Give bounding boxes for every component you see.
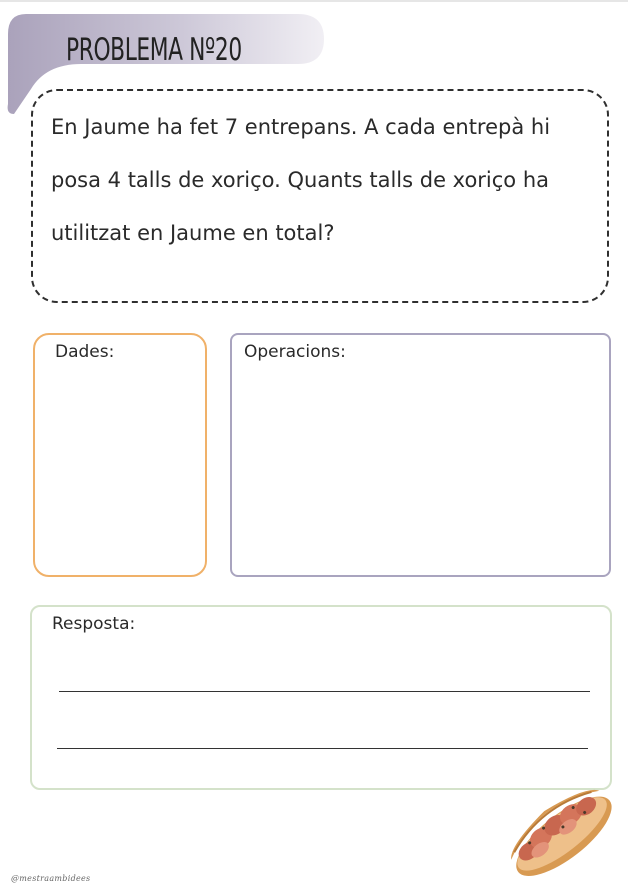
problem-line: utilitzat en Jaume en total? [51, 221, 335, 245]
problem-statement-box [31, 89, 609, 303]
sandwich-icon [498, 772, 620, 888]
answer-line[interactable] [57, 748, 588, 749]
page-title: PROBLEMA Nº20 [66, 32, 242, 68]
problem-line: posa 4 talls de xoriço. Quants talls de xoriço ha [51, 168, 550, 192]
problem-line: En Jaume ha fet 7 entrepans. A cada entrepà hi [51, 115, 551, 139]
answer-box [30, 605, 612, 790]
data-box[interactable] [33, 333, 207, 577]
answer-line[interactable] [59, 691, 590, 692]
data-label: Dades: [55, 342, 115, 362]
top-border [0, 0, 628, 2]
operations-label: Operacions: [244, 342, 346, 362]
problem-text [51, 101, 601, 260]
author-credit: @mestraambidees [11, 874, 91, 883]
answer-label: Resposta: [52, 614, 136, 634]
operations-box[interactable] [230, 333, 611, 577]
